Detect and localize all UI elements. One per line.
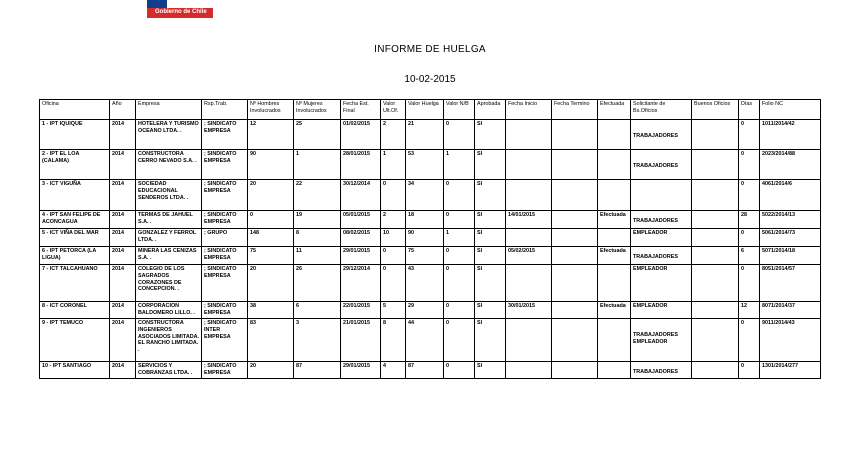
cell: 05/01/2015 [341,211,381,229]
cell: CORPORACION BALDOMERO LILLO. . [136,302,202,319]
cell: 8 [294,229,341,247]
logo-red-band [147,8,213,18]
cell: SI [475,247,506,265]
cell [692,265,739,302]
cell: 2 - IPT EL LOA (CALAMA) [40,150,110,180]
cell: 2014 [110,319,136,362]
table-row [40,362,821,379]
cell: 1 - IPT IQUIQUE [40,120,110,150]
cell: 75 [248,247,294,265]
cell: 2014 [110,180,136,211]
cell [692,229,739,247]
cell: EMPLEADOR [631,302,692,319]
cell [552,362,598,379]
cell: 7 - ICT TALCAHUANO [40,265,110,302]
cell: 22 [294,180,341,211]
cell: 10 - IPT SANTIAGO [40,362,110,379]
cell: ; SINDICATO INTER EMPRESA [202,319,248,362]
cell: 29/01/2015 [341,362,381,379]
cell: 4 [381,362,406,379]
cell: 6 [739,247,760,265]
cell: SI [475,211,506,229]
cell [692,247,739,265]
cell: 0 [739,229,760,247]
cell [552,229,598,247]
cell: 0 [739,180,760,211]
cell: 87 [294,362,341,379]
cell: 75 [406,247,444,265]
cell: Efectuada [598,302,631,319]
cell [552,180,598,211]
cell: 0 [381,247,406,265]
cell: 0 [444,362,475,379]
cell: 0 [444,120,475,150]
col-header: Rsp.Trab. [202,100,248,120]
cell: 28/01/2015 [341,150,381,180]
cell: ; SINDICATO EMPRESA [202,180,248,211]
cell: TERMAS DE JAHUEL S.A. . [136,211,202,229]
table-row [40,302,821,319]
cell: Efectuada [598,211,631,229]
cell [598,229,631,247]
cell-text: TRABAJADORES [633,369,678,375]
cell [631,247,692,265]
cell [552,265,598,302]
cell: 3 - ICT VIGUÑA [40,180,110,211]
logo-text: Gobierno de Chile [155,9,207,15]
cell [552,150,598,180]
cell: 28 [739,211,760,229]
cell: 83 [248,319,294,362]
cell: 6 [294,302,341,319]
cell [631,319,692,362]
col-header: Año [110,100,136,120]
cell: 0 [739,150,760,180]
cell: 26 [294,265,341,302]
cell [552,302,598,319]
cell: 0 [444,302,475,319]
cell: 1 [444,229,475,247]
cell: 20 [248,362,294,379]
table-row [40,180,821,211]
cell: 38 [248,302,294,319]
cell [598,120,631,150]
cell: 2014 [110,265,136,302]
col-header: Empresa [136,100,202,120]
table-row [40,211,821,229]
cell [598,150,631,180]
cell-text: TRABAJADORES [633,254,678,260]
cell: 5061/2014/73 [760,229,821,247]
col-header: Solicitante de Bs.Oficios [631,100,692,120]
cell: 0 [444,180,475,211]
cell: 34 [406,180,444,211]
cell [631,150,692,180]
cell: 2014 [110,150,136,180]
cell: 53 [406,150,444,180]
table-header-row [40,100,821,120]
cell: ; GRUPO [202,229,248,247]
col-header: Valor Huelga [406,100,444,120]
cell [506,319,552,362]
cell: 90 [406,229,444,247]
cell: 29 [406,302,444,319]
cell: COLEGIO DE LOS SAGRADOS CORAZONES DE CONCEPCION. . [136,265,202,302]
cell: 12 [739,302,760,319]
cell [506,362,552,379]
cell: EMPLEADOR [631,229,692,247]
col-header: Fecha Inicio [506,100,552,120]
cell [631,362,692,379]
table-row [40,120,821,150]
cell: 8071/2014/37 [760,302,821,319]
cell: 0 [739,265,760,302]
cell [506,180,552,211]
cell [692,180,739,211]
cell [692,120,739,150]
cell: 30/12/2014 [341,180,381,211]
cell: 11 [294,247,341,265]
cell [552,120,598,150]
cell: SI [475,180,506,211]
cell [692,211,739,229]
cell [598,319,631,362]
cell: 20 [248,265,294,302]
cell: 5071/2014/18 [760,247,821,265]
cell: Efectuada [598,247,631,265]
col-header: Valor Ult.Of. [381,100,406,120]
cell: 2014 [110,362,136,379]
col-header: Oficina [40,100,110,120]
col-header: Nº Mujeres Involucrados [294,100,341,120]
cell: 0 [248,211,294,229]
cell [552,247,598,265]
cell: 08/02/2015 [341,229,381,247]
government-logo [147,0,213,18]
cell [506,150,552,180]
cell: 0 [381,180,406,211]
cell: SERVICIOS Y COBRANZAS LTDA. . [136,362,202,379]
cell: 1 [444,150,475,180]
cell [506,120,552,150]
table-row [40,319,821,362]
cell: ; SINDICATO EMPRESA [202,120,248,150]
cell [598,362,631,379]
cell: 43 [406,265,444,302]
cell: 0 [444,319,475,362]
cell: ; SINDICATO EMPRESA [202,362,248,379]
cell: CONSTRUCTORA CERRO NEVADO S.A. . [136,150,202,180]
cell: 18 [406,211,444,229]
cell: SI [475,302,506,319]
cell [552,319,598,362]
cell: 0 [381,265,406,302]
cell: 5 [381,302,406,319]
cell: GONZALEZ Y FERROL LTDA. . [136,229,202,247]
cell: SI [475,120,506,150]
cell: 3 [294,319,341,362]
table-row [40,265,821,302]
cell: HOTELERA Y TURISMO OCEANO LTDA. . [136,120,202,150]
cell: 01/02/2015 [341,120,381,150]
cell: 0 [444,247,475,265]
cell: 2023/2014/88 [760,150,821,180]
cell: 1 [381,150,406,180]
report-title: INFORME DE HUELGA [374,44,486,55]
col-header: Nº Hombres Involucrados [248,100,294,120]
cell: 0 [739,120,760,150]
cell: SI [475,229,506,247]
cell: 148 [248,229,294,247]
cell: 2014 [110,247,136,265]
cell: SI [475,362,506,379]
cell-text: TRABAJADORES [633,163,678,169]
cell [692,319,739,362]
cell: 21 [406,120,444,150]
table-row [40,150,821,180]
cell [631,180,692,211]
report-date: 10-02-2015 [404,74,456,85]
cell: SI [475,150,506,180]
cell: 2014 [110,302,136,319]
table-row [40,247,821,265]
cell: 1011/2014/42 [760,120,821,150]
cell: 10 [381,229,406,247]
cell: 20 [248,180,294,211]
cell: 8051/2014/57 [760,265,821,302]
cell [631,211,692,229]
cell: 0 [739,319,760,362]
cell [631,120,692,150]
cell: 2014 [110,211,136,229]
cell: SOCIEDAD EDUCACIONAL SENDEROS LTDA. . [136,180,202,211]
cell: 87 [406,362,444,379]
cell: 9 - IPT TEMUCO [40,319,110,362]
cell: ; SINDICATO EMPRESA [202,247,248,265]
col-header: Buenos Oficios [692,100,739,120]
cell: 2 [381,211,406,229]
col-header: Fecha Est. Final [341,100,381,120]
cell [598,180,631,211]
cell-text: TRABAJADORES [633,218,678,224]
cell: 1301/2014/277 [760,362,821,379]
strike-report-table [39,99,821,379]
col-header: Fecha Termino [552,100,598,120]
cell: 0 [444,265,475,302]
cell: CONSTRUCTORA INGENIEROS ASOCIADOS LIMITADA. EL RANCHO LIMITADA. . [136,319,202,362]
cell: 0 [444,211,475,229]
cell: 21/01/2015 [341,319,381,362]
cell: 14/01/2015 [506,211,552,229]
cell: 9011/2014/43 [760,319,821,362]
logo-blue-block [147,0,167,8]
cell [692,150,739,180]
cell [552,211,598,229]
cell: 0 [739,362,760,379]
cell: 22/01/2015 [341,302,381,319]
cell: 29/12/2014 [341,265,381,302]
cell: 1 [294,150,341,180]
cell: 6 - IPT PETORCA (LA LIGUA) [40,247,110,265]
col-header: Valor N/B [444,100,475,120]
cell: ; SINDICATO EMPRESA [202,211,248,229]
col-header: Días [739,100,760,120]
cell: SI [475,265,506,302]
cell [692,362,739,379]
cell: 8 - ICT CORONEL [40,302,110,319]
cell-text: TRABAJADORES EMPLEADOR [633,332,678,345]
cell: 2 [381,120,406,150]
table-row [40,229,821,247]
cell: 12 [248,120,294,150]
cell-text: TRABAJADORES [633,133,678,139]
cell: ; SINDICATO EMPRESA [202,150,248,180]
cell: 4 - IPT SAN FELIPE DE ACONCAGUA [40,211,110,229]
cell: 25 [294,120,341,150]
cell: EMPLEADOR [631,265,692,302]
col-header: Aprobada [475,100,506,120]
cell: 5022/2014/13 [760,211,821,229]
cell: 90 [248,150,294,180]
cell: 05/02/2015 [506,247,552,265]
cell: 19 [294,211,341,229]
cell: SI [475,319,506,362]
cell: 2014 [110,229,136,247]
cell: 4061/2014/6 [760,180,821,211]
cell: 5 - ICT VIÑA DEL MAR [40,229,110,247]
cell: MINERA LAS CENIZAS S.A. . [136,247,202,265]
cell: 44 [406,319,444,362]
cell [692,302,739,319]
cell: 29/01/2015 [341,247,381,265]
cell: 2014 [110,120,136,150]
cell [506,265,552,302]
cell [598,265,631,302]
cell: 8 [381,319,406,362]
col-header: Efectuada [598,100,631,120]
cell [506,229,552,247]
cell: 30/01/2015 [506,302,552,319]
cell: ; SINDICATO EMPRESA [202,265,248,302]
col-header: Folio NC [760,100,821,120]
cell: ; SINDICATO EMPRESA [202,302,248,319]
